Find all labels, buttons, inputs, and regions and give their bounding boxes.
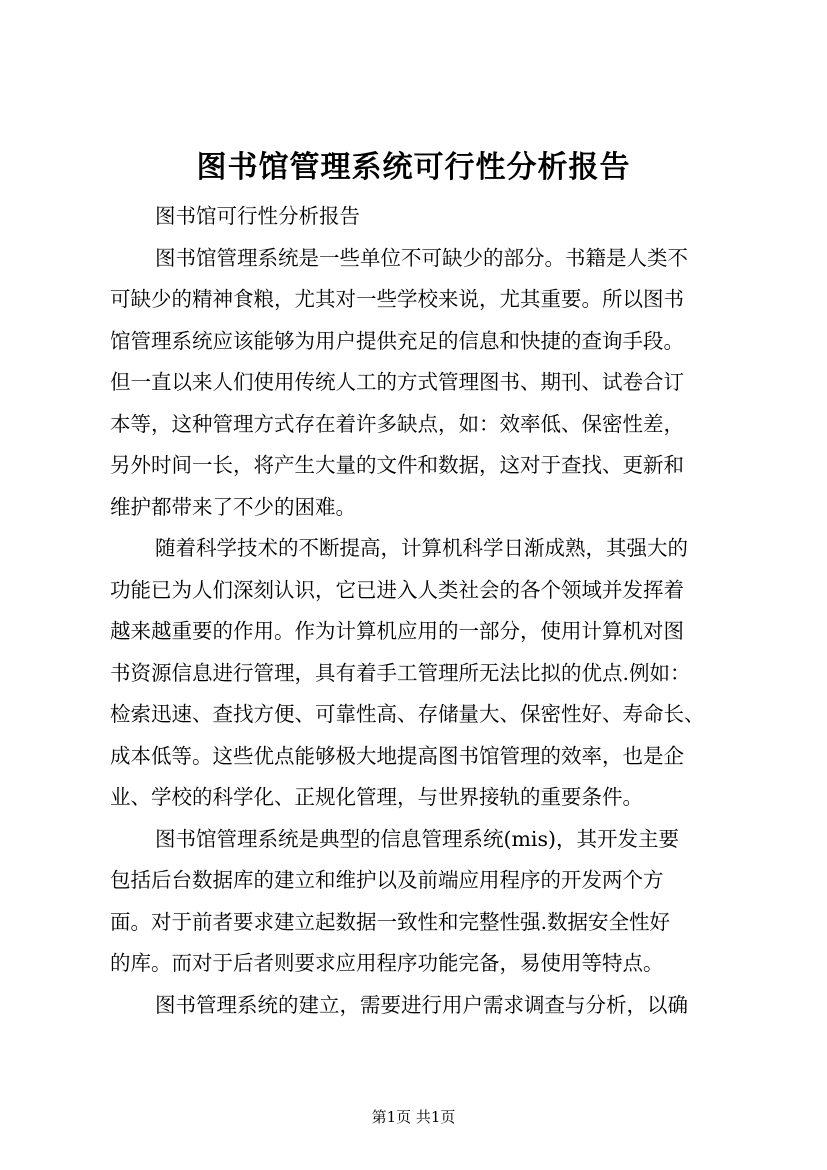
text-line: 但一直以来人们使用传统人工的方式管理图书、期刊、试卷合订 <box>110 370 684 394</box>
text-line: 检索迅速、查找方便、可靠性高、存储量大、保密性好、寿命长、 <box>110 702 705 726</box>
document-title: 图书馆管理系统可行性分析报告 <box>196 150 631 185</box>
text-line: 图书馆可行性分析报告 <box>155 204 360 228</box>
text-line: 维护都带来了不少的困难。 <box>110 494 356 519</box>
text-line: 书资源信息进行管理，具有着手工管理所无法比拟的优点.例如： <box>110 660 691 685</box>
text-line: 图书馆管理系统是一些单位不可缺少的部分。书籍是人类不 <box>155 245 688 270</box>
text-line: 面。对于前者要求建立起数据一致性和完整性强.数据安全性好 <box>110 909 671 934</box>
text-line: 业、学校的科学化、正规化管理，与世界接轨的重要条件。 <box>110 785 643 809</box>
text-line: 本等，这种管理方式存在着许多缺点，如：效率低、保密性差， <box>110 411 684 436</box>
text-line: 的库。而对于后者则要求应用程序功能完备，易使用等特点。 <box>110 951 664 975</box>
text-line: 可缺少的精神食粮，尤其对一些学校来说，尤其重要。所以图书 <box>110 287 684 311</box>
text-line: 功能已为人们深刻认识，它已进入人类社会的各个领域并发挥着 <box>110 577 684 602</box>
text-line: 随着科学技术的不断提高，计算机科学日渐成熟，其强大的 <box>155 536 688 560</box>
text-line: 另外时间一长，将产生大量的文件和数据，这对于查找、更新和 <box>110 453 684 477</box>
text-line: 越来越重要的作用。作为计算机应用的一部分，使用计算机对图 <box>110 619 684 643</box>
text-line: 包括后台数据库的建立和维护以及前端应用程序的开发两个方 <box>110 868 664 892</box>
document-body <box>110 196 750 1026</box>
text-line: 成本低等。这些优点能够极大地提高图书馆管理的效率，也是企 <box>110 743 684 768</box>
text-line: 图书管理系统的建立，需要进行用户需求调查与分析，以确 <box>155 992 688 1017</box>
text-line: 图书馆管理系统是典型的信息管理系统(mis)，其开发主要 <box>155 826 680 851</box>
text-line: 馆管理系统应该能够为用户提供充足的信息和快捷的查询手段。 <box>110 328 684 353</box>
page-footer: 第1页 共1页 <box>371 1108 456 1126</box>
